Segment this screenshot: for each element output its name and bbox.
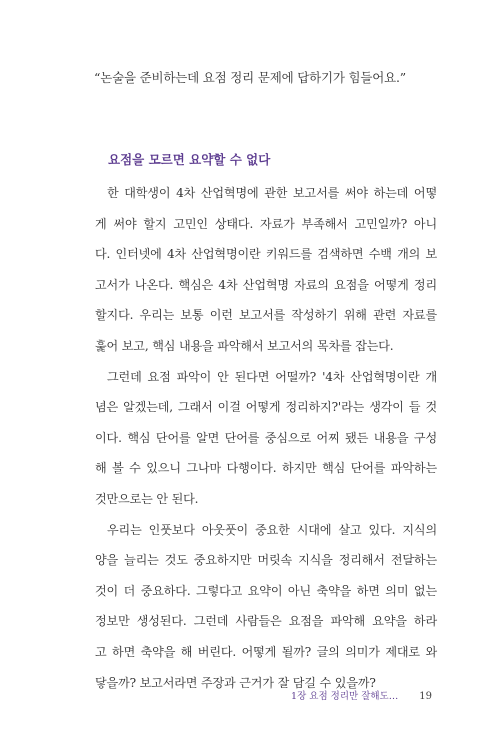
text-line: 해 볼 수 있으니 그나마 다행이다. 하지만 핵심 단어를 파악하는 <box>95 461 437 476</box>
text-line: 닿을까? 보고서라면 주장과 근거가 잘 담길 수 있을까? <box>95 675 376 690</box>
text-line: 다. 인터넷에 4차 산업혁명이란 키워드를 검색하면 수백 개의 보 <box>95 247 437 262</box>
text-line: 고 하면 축약을 해 버린다. 어떻게 될까? 글의 의미가 제대로 와 <box>95 644 437 659</box>
intro-quote: “논술을 준비하는데 요점 정리 문제에 답하기가 힘들어요.” <box>94 70 406 85</box>
paragraph-1 <box>95 178 437 362</box>
running-chapter-title: 1장 요점 정리만 잘해도… <box>291 691 399 702</box>
paragraph-2 <box>95 362 437 515</box>
text-line: 것이 더 중요하다. 그렇다고 요약이 아닌 축약을 하면 의미 없는 <box>95 583 437 598</box>
text-line: 한 대학생이 4차 산업혁명에 관한 보고서를 써야 하는데 어떻 <box>107 186 437 200</box>
text-line: 우리는 인풋보다 아웃풋이 중요한 시대에 살고 있다. 지식의 <box>107 522 437 537</box>
page-number: 19 <box>419 691 432 702</box>
text-line: 이다. 핵심 단어를 알면 단어를 중심으로 어찌 됐든 내용을 구성 <box>95 430 437 445</box>
text-line: 것만으로는 안 된다. <box>95 491 199 506</box>
text-line: 고서가 나온다. 핵심은 4차 산업혁명 자료의 요점을 어떻게 정리 <box>95 277 437 292</box>
text-line: 정보만 생성된다. 그런데 사람들은 요점을 파악해 요약을 하라 <box>95 614 437 629</box>
section-heading: 요점을 모르면 요약할 수 없다 <box>108 152 271 167</box>
page-footer <box>291 688 432 702</box>
text-line: 할지다. 우리는 보통 이런 보고서를 작성하기 위해 관련 자료를 <box>95 308 437 323</box>
text-line: 그런데 요점 파악이 안 된다면 어떨까? '4차 산업혁명이란 개 <box>107 369 437 384</box>
text-line: 훑어 보고, 핵심 내용을 파악해서 보고서의 목차를 잡는다. <box>95 338 394 353</box>
text-line: 게 써야 할지 고민인 상태다. 자료가 부족해서 고민일까? 아니 <box>95 216 437 231</box>
paragraph-3 <box>95 515 437 699</box>
text-line: 념은 알겠는데, 그래서 이걸 어떻게 정리하지?'라는 생각이 들 것 <box>95 400 437 415</box>
body-text <box>95 178 437 698</box>
text-line: 양을 늘리는 것도 중요하지만 머릿속 지식을 정리해서 전달하는 <box>95 553 437 568</box>
